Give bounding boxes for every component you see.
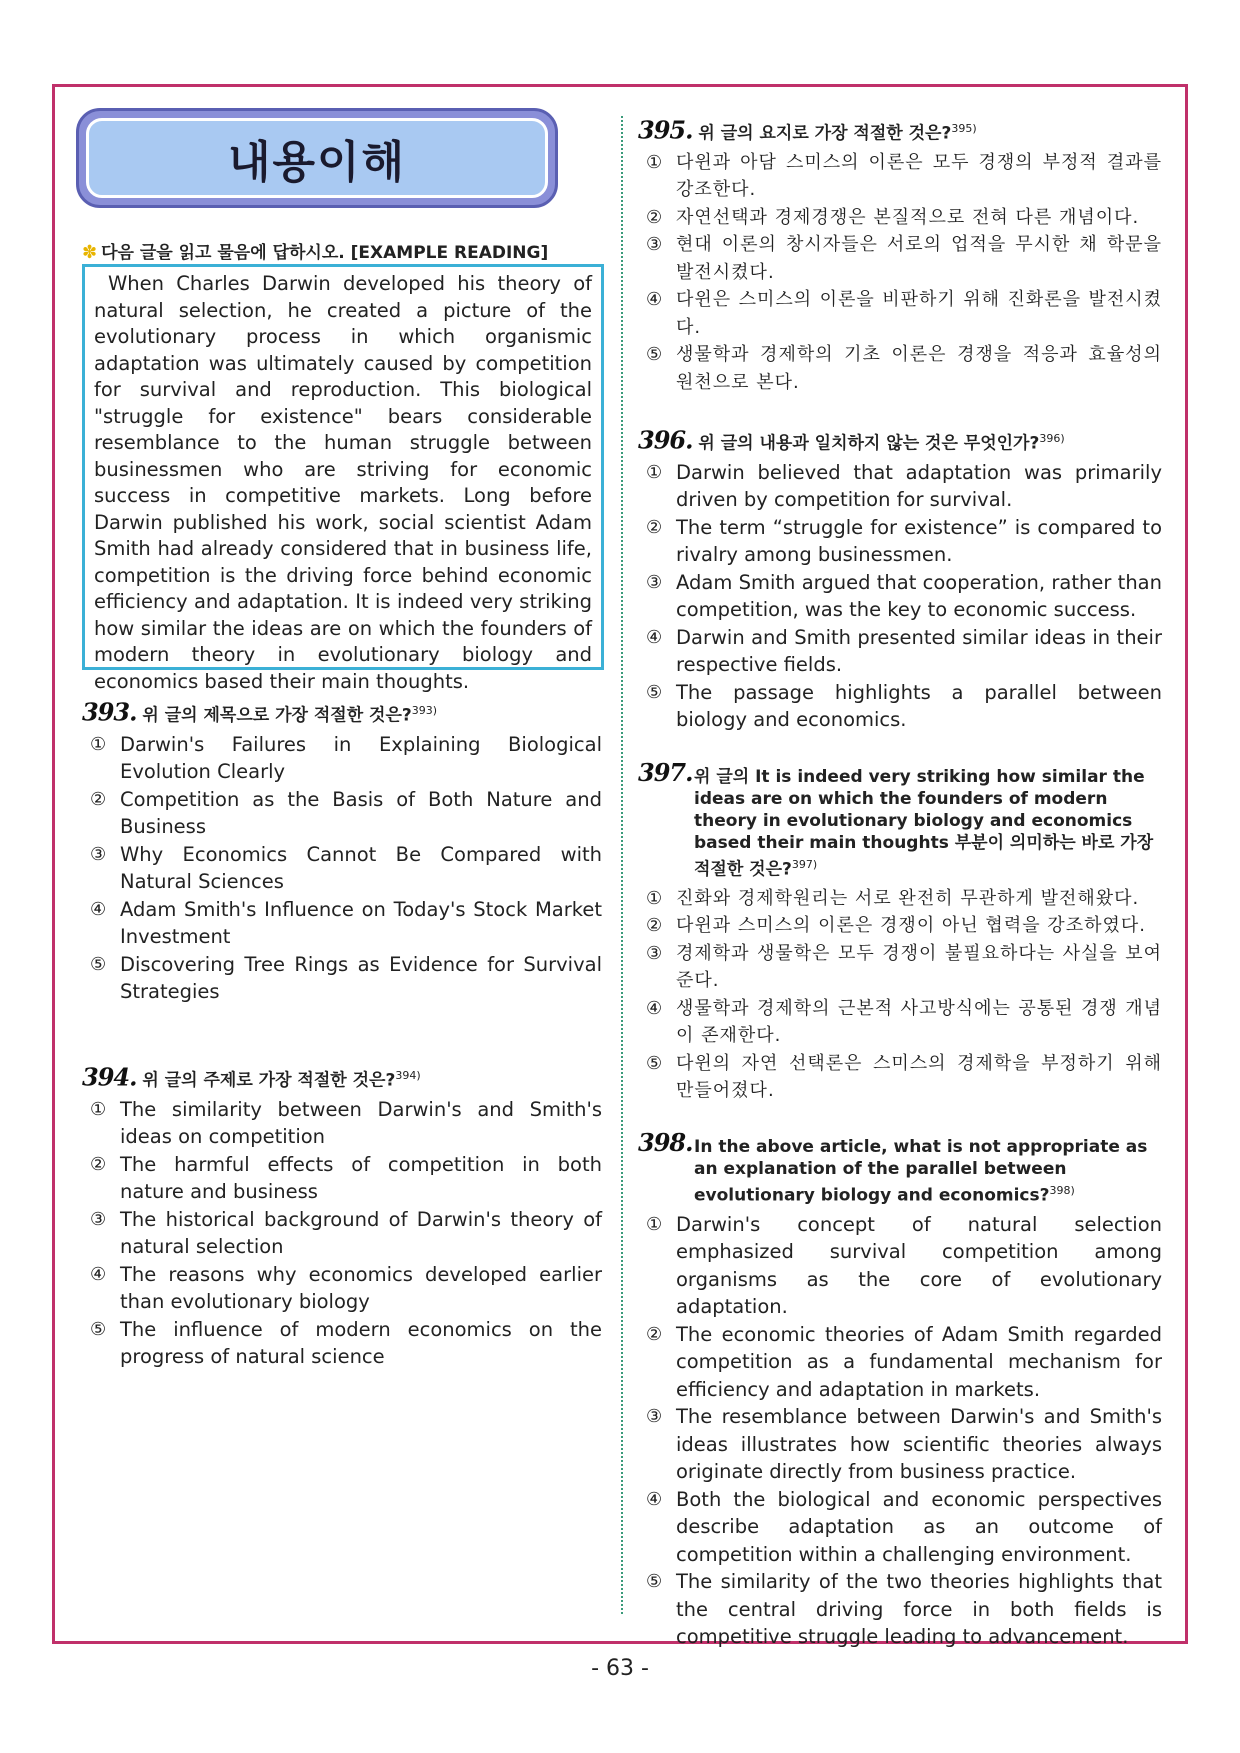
option[interactable] bbox=[638, 1403, 1162, 1486]
option-marker: ① bbox=[90, 733, 107, 755]
option[interactable] bbox=[638, 459, 1162, 514]
option[interactable] bbox=[638, 569, 1162, 624]
question-number: 398. bbox=[638, 1128, 693, 1157]
options-list bbox=[638, 1211, 1162, 1651]
option-marker: ② bbox=[90, 1153, 107, 1175]
question-395 bbox=[638, 115, 1162, 396]
question-header bbox=[82, 697, 602, 727]
question-prompt: 위 글의 요지로 가장 적절한 것은? bbox=[698, 123, 952, 144]
question-prompt: 위 글의 내용과 일치하지 않는 것은 무엇인가? bbox=[698, 433, 1040, 454]
option[interactable] bbox=[82, 951, 602, 1006]
option-text: 진화와 경제학원리는 서로 완전히 무관하게 발전해왔다. bbox=[676, 887, 1140, 909]
question-number: 396. bbox=[638, 425, 693, 455]
option-marker: ④ bbox=[646, 289, 664, 311]
option-text: The similarity of the two theories highlights that the central driving force in both fields is competitive struggle leading to advancement. bbox=[676, 1570, 1162, 1649]
footnote-ref: 395) bbox=[951, 122, 977, 135]
option-marker: ③ bbox=[90, 843, 107, 865]
question-397 bbox=[638, 758, 1162, 1105]
option-text: Adam Smith argued that cooperation, rather than competition, was the key to economic success. bbox=[676, 570, 1162, 622]
option-text: 다윈과 스미스의 이론은 경쟁이 아닌 협력을 강조하였다. bbox=[676, 915, 1146, 937]
option-marker: ① bbox=[90, 1098, 107, 1120]
question-number: 397. bbox=[638, 758, 693, 787]
option-marker: ④ bbox=[90, 1263, 107, 1285]
instruction bbox=[82, 238, 602, 263]
option[interactable] bbox=[82, 786, 602, 841]
question-prompt: 위 글의 주제로 가장 적절한 것은? bbox=[142, 1070, 396, 1091]
option[interactable] bbox=[638, 1211, 1162, 1321]
option-text: The similarity between Darwin's and Smith's ideas on competition bbox=[120, 1097, 602, 1149]
option-text: Darwin's concept of natural selection emphasized survival competition among organisms as the core of evolutionary adaptation. bbox=[676, 1212, 1162, 1319]
option[interactable] bbox=[638, 1321, 1162, 1404]
option[interactable] bbox=[82, 1316, 602, 1371]
question-header bbox=[638, 425, 1162, 455]
instruction-text: 다음 글을 읽고 물음에 답하시오. [EXAMPLE READING] bbox=[101, 243, 549, 263]
option[interactable] bbox=[82, 1206, 602, 1261]
option[interactable] bbox=[82, 1151, 602, 1206]
option-text: The reasons why economics developed earlier than evolutionary biology bbox=[120, 1262, 602, 1314]
question-number: 393. bbox=[82, 697, 137, 727]
option[interactable] bbox=[82, 841, 602, 896]
question-398 bbox=[638, 1128, 1162, 1651]
section-title-banner bbox=[76, 108, 558, 208]
option-marker: ① bbox=[646, 1213, 663, 1235]
footnote-ref: 393) bbox=[411, 704, 438, 717]
options-list bbox=[638, 459, 1162, 734]
option-text: 현대 이론의 창시자들은 서로의 업적을 무시한 채 학문을 발전시켰다. bbox=[676, 234, 1162, 283]
option[interactable] bbox=[638, 940, 1162, 995]
option-marker: ④ bbox=[90, 898, 107, 920]
options-list bbox=[82, 1096, 602, 1371]
flower-icon: ✽ bbox=[82, 242, 98, 263]
option-text: The influence of modern economics on the progress of natural science bbox=[120, 1317, 602, 1369]
column-divider bbox=[621, 116, 623, 1614]
options-list bbox=[82, 731, 602, 1006]
option-text: 생물학과 경제학의 근본적 사고방식에는 공통된 경쟁 개념이 존재한다. bbox=[676, 997, 1162, 1047]
option[interactable] bbox=[638, 514, 1162, 569]
option-text: The resemblance between Darwin's and Smith's ideas illustrates how scientific theories always originate directly from business practice. bbox=[676, 1405, 1162, 1484]
question-header bbox=[638, 115, 1162, 145]
option-text: The term “struggle for existence” is compared to rivalry among businessmen. bbox=[676, 515, 1162, 567]
option-marker: ① bbox=[646, 887, 664, 909]
option[interactable] bbox=[638, 1486, 1162, 1569]
option-marker: ⑤ bbox=[646, 1571, 663, 1593]
question-header bbox=[638, 758, 1162, 881]
option-text: Both the biological and economic perspectives describe adaptation as an outcome of competition within a challenging environment. bbox=[676, 1487, 1162, 1566]
option-text: The historical background of Darwin's theory of natural selection bbox=[120, 1207, 602, 1259]
section-title-inner bbox=[86, 118, 548, 198]
option-text: Discovering Tree Rings as Evidence for Survival Strategies bbox=[120, 952, 602, 1004]
option[interactable] bbox=[638, 204, 1162, 232]
option-text: The economic theories of Adam Smith regarded competition as a fundamental mechanism for efficiency and adaptation in markets. bbox=[676, 1322, 1162, 1401]
option-text: 경제학과 생물학은 모두 경쟁이 불필요하다는 사실을 보여준다. bbox=[676, 942, 1162, 992]
option-text: Darwin believed that adaptation was primarily driven by competition for survival. bbox=[676, 460, 1162, 512]
question-prompt: 위 글의 It is indeed very striking how similar the ideas are on which the founders of modern theory in evolutionary biology and economics based their main thoughts 부분이 의미하는 바로 가장 적절한 것은? bbox=[694, 767, 1154, 880]
reading-passage: When Charles Darwin developed his theory of natural selection, he created a picture of the evolutionary process in which organismic adaptation was ultimately caused by competition for survival and reproduction. This biological "struggle for existence" bears considerable resemblance to the human struggle between businessmen who are striving for economic success in competitive markets. Long before Darwin published his work, social scientist Adam Smith had already considered that in business life, competition is the driving force behind economic efficiency and adaptation. It is indeed very striking how similar the ideas are on which the founders of modern theory in evolutionary biology and economics based their main thoughts. bbox=[94, 272, 592, 693]
option-marker: ④ bbox=[646, 1488, 663, 1510]
option-text: 생물학과 경제학의 기초 이론은 경쟁을 적응과 효율성의 원천으로 본다. bbox=[676, 344, 1162, 393]
options-list bbox=[638, 885, 1162, 1105]
footnote-ref: 397) bbox=[791, 858, 818, 871]
option[interactable] bbox=[82, 1261, 602, 1316]
option-text: 자연선택과 경제경쟁은 본질적으로 전혀 다른 개념이다. bbox=[676, 206, 1140, 228]
option-marker: ⑤ bbox=[646, 681, 663, 703]
question-header bbox=[638, 1128, 1162, 1207]
option-marker: ② bbox=[646, 206, 664, 228]
option-marker: ⑤ bbox=[90, 1318, 107, 1340]
option[interactable] bbox=[638, 995, 1162, 1050]
option-text: The harmful effects of competition in both nature and business bbox=[120, 1152, 602, 1204]
option[interactable] bbox=[638, 231, 1162, 286]
option-marker: ③ bbox=[90, 1208, 107, 1230]
option-marker: ① bbox=[646, 151, 664, 173]
option[interactable] bbox=[638, 149, 1162, 204]
option-marker: ④ bbox=[646, 997, 664, 1019]
option[interactable] bbox=[638, 885, 1162, 913]
option-marker: ① bbox=[646, 461, 663, 483]
question-number: 394. bbox=[82, 1062, 137, 1092]
option[interactable] bbox=[638, 679, 1162, 734]
option[interactable] bbox=[638, 1568, 1162, 1651]
question-394 bbox=[82, 1062, 602, 1371]
option[interactable] bbox=[638, 341, 1162, 396]
option-text: 다윈과 아담 스미스의 이론은 모두 경쟁의 부정적 결과를 강조한다. bbox=[676, 151, 1162, 201]
option[interactable] bbox=[82, 731, 602, 786]
option-marker: ② bbox=[646, 915, 664, 937]
option-marker: ② bbox=[646, 1323, 663, 1345]
option-marker: ⑤ bbox=[90, 953, 107, 975]
option-marker: ③ bbox=[646, 942, 664, 964]
option-text: The passage highlights a parallel between biology and economics. bbox=[676, 680, 1162, 732]
option[interactable] bbox=[638, 1050, 1162, 1105]
option-text: Competition as the Basis of Both Nature and Business bbox=[120, 787, 602, 839]
question-prompt: In the above article, what is not appropriate as an explanation of the parallel between evolutionary biology and economics? bbox=[694, 1137, 1148, 1206]
page-number: - 63 - bbox=[591, 1656, 649, 1681]
option-marker: ④ bbox=[646, 626, 663, 648]
question-393 bbox=[82, 697, 602, 1006]
option-text: Darwin and Smith presented similar ideas in their respective fields. bbox=[676, 625, 1162, 677]
footnote-ref: 398) bbox=[1049, 1184, 1075, 1197]
footnote-ref: 396) bbox=[1039, 432, 1065, 445]
option-text: Why Economics Cannot Be Compared with Natural Sciences bbox=[120, 842, 602, 894]
option-marker: ③ bbox=[646, 571, 663, 593]
option[interactable] bbox=[638, 912, 1162, 940]
option-marker: ② bbox=[90, 788, 107, 810]
option[interactable] bbox=[82, 1096, 602, 1151]
question-number: 395. bbox=[638, 115, 693, 145]
options-list bbox=[638, 149, 1162, 397]
option[interactable] bbox=[638, 286, 1162, 341]
option-marker: ⑤ bbox=[646, 344, 664, 366]
option[interactable] bbox=[638, 624, 1162, 679]
option-text: Adam Smith's Influence on Today's Stock Market Investment bbox=[120, 897, 602, 949]
question-396 bbox=[638, 425, 1162, 734]
footnote-ref: 394) bbox=[395, 1069, 421, 1082]
option-marker: ③ bbox=[646, 1406, 663, 1428]
reading-passage-box bbox=[82, 264, 604, 693]
option-text: Darwin's Failures in Explaining Biological Evolution Clearly bbox=[120, 732, 602, 784]
option-text: 다윈의 자연 선택론은 스미스의 경제학을 부정하기 위해 만들어졌다. bbox=[676, 1052, 1162, 1102]
option[interactable] bbox=[82, 896, 602, 951]
option-text: 다윈은 스미스의 이론을 비판하기 위해 진화론을 발전시켰다. bbox=[676, 289, 1162, 338]
section-title: 내용이해 bbox=[227, 137, 406, 188]
option-marker: ② bbox=[646, 516, 663, 538]
option-marker: ③ bbox=[646, 234, 664, 256]
question-header bbox=[82, 1062, 602, 1092]
option-marker: ⑤ bbox=[646, 1052, 664, 1074]
question-prompt: 위 글의 제목으로 가장 적절한 것은? bbox=[142, 705, 412, 726]
